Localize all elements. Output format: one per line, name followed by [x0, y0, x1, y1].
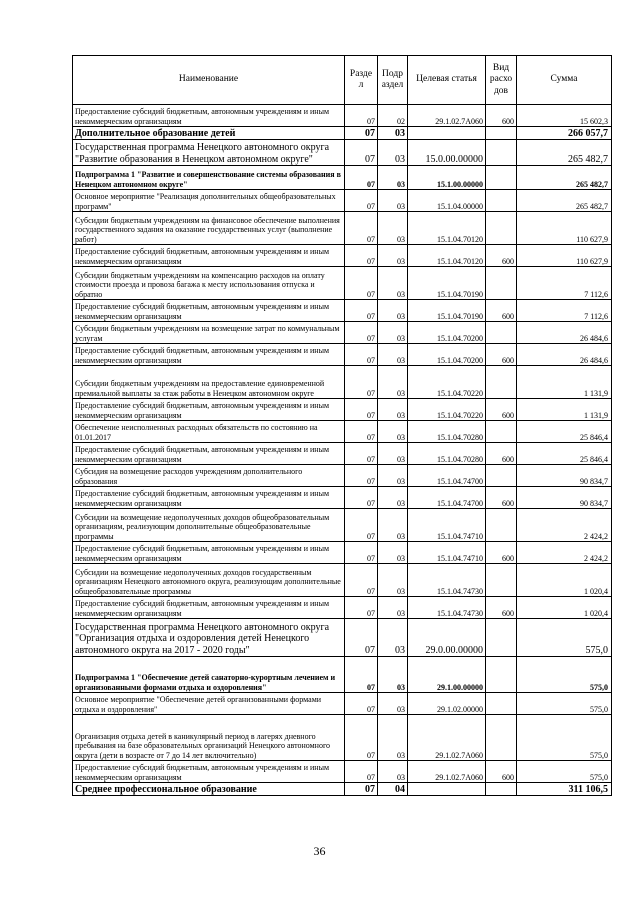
row-target-cell: 29.1.00.00000	[408, 657, 486, 693]
row-subsection-cell: 03	[378, 597, 408, 619]
row-amount-cell: 15 602,3	[517, 105, 612, 127]
row-type-cell	[486, 619, 517, 657]
table-header-row	[73, 56, 612, 105]
row-section-cell: 07	[345, 619, 378, 657]
table-row	[73, 761, 612, 783]
row-amount-cell: 575,0	[517, 619, 612, 657]
row-type-cell: 600	[486, 300, 517, 322]
row-section-cell: 07	[345, 443, 378, 465]
row-name-cell: Государственная программа Ненецкого автономного округа "Организация отдыха и оздоровления детей Ненецкого автономного округа на 2017 - 2020 годы"	[73, 619, 345, 657]
row-subsection-cell: 03	[378, 140, 408, 166]
row-section-cell: 07	[345, 487, 378, 509]
row-type-cell	[486, 693, 517, 715]
row-amount-cell: 110 627,9	[517, 245, 612, 267]
table-row	[73, 443, 612, 465]
header-amount: Сумма	[517, 56, 612, 105]
row-name-cell: Организация отдыха детей в каникулярный период в лагерях дневного пребывания на базе образовательных организаций Ненецкого автономного округа (дети в возрасте от 7 до 14 лет включительно)	[73, 715, 345, 761]
row-subsection-cell: 03	[378, 399, 408, 421]
row-amount-cell: 2 424,2	[517, 509, 612, 542]
budget-table	[72, 55, 612, 796]
table-row	[73, 783, 612, 796]
row-type-cell: 600	[486, 487, 517, 509]
row-target-cell: 15.1.04.70220	[408, 399, 486, 421]
row-section-cell: 07	[345, 190, 378, 212]
row-target-cell: 15.1.04.74700	[408, 465, 486, 487]
row-amount-cell: 575,0	[517, 693, 612, 715]
row-amount-cell: 26 484,6	[517, 322, 612, 344]
row-target-cell	[408, 127, 486, 140]
row-section-cell: 07	[345, 140, 378, 166]
row-subsection-cell: 03	[378, 443, 408, 465]
row-type-cell	[486, 657, 517, 693]
row-amount-cell: 575,0	[517, 657, 612, 693]
row-subsection-cell: 03	[378, 127, 408, 140]
row-section-cell: 07	[345, 542, 378, 564]
row-name-cell: Субсидии на возмещение недополученных доходов общеобразовательным организациям, реализующим дополнительные общеобразовательные программы	[73, 509, 345, 542]
row-amount-cell: 1 131,9	[517, 399, 612, 421]
table-row	[73, 657, 612, 693]
row-target-cell: 15.1.04.70280	[408, 421, 486, 443]
row-subsection-cell: 04	[378, 783, 408, 796]
row-target-cell: 29.1.02.00000	[408, 693, 486, 715]
row-target-cell: 15.1.04.70220	[408, 366, 486, 399]
row-type-cell: 600	[486, 597, 517, 619]
row-name-cell: Основное мероприятие "Реализация дополнительных общеобразовательных программ"	[73, 190, 345, 212]
row-target-cell: 29.0.00.00000	[408, 619, 486, 657]
row-type-cell	[486, 212, 517, 245]
table-row	[73, 127, 612, 140]
row-target-cell: 15.1.04.70120	[408, 212, 486, 245]
row-subsection-cell: 03	[378, 619, 408, 657]
row-target-cell: 15.0.00.00000	[408, 140, 486, 166]
row-target-cell: 15.1.04.70200	[408, 322, 486, 344]
row-amount-cell: 265 482,7	[517, 190, 612, 212]
row-amount-cell: 90 834,7	[517, 465, 612, 487]
row-amount-cell: 110 627,9	[517, 212, 612, 245]
table-row	[73, 190, 612, 212]
table-row	[73, 542, 612, 564]
row-section-cell: 07	[345, 761, 378, 783]
row-subsection-cell: 03	[378, 366, 408, 399]
row-subsection-cell: 03	[378, 344, 408, 366]
row-target-cell: 15.1.04.74730	[408, 564, 486, 597]
row-target-cell: 29.1.02.7А060	[408, 105, 486, 127]
row-type-cell	[486, 465, 517, 487]
row-section-cell: 07	[345, 783, 378, 796]
row-target-cell: 15.1.04.74730	[408, 597, 486, 619]
row-amount-cell: 1 020,4	[517, 597, 612, 619]
row-subsection-cell: 03	[378, 693, 408, 715]
row-type-cell	[486, 715, 517, 761]
row-type-cell	[486, 366, 517, 399]
row-subsection-cell: 03	[378, 245, 408, 267]
row-amount-cell: 90 834,7	[517, 487, 612, 509]
row-section-cell: 07	[345, 322, 378, 344]
row-section-cell: 07	[345, 166, 378, 190]
row-type-cell	[486, 166, 517, 190]
table-row	[73, 509, 612, 542]
row-amount-cell: 7 112,6	[517, 267, 612, 300]
row-type-cell	[486, 267, 517, 300]
row-section-cell: 07	[345, 597, 378, 619]
row-amount-cell: 1 020,4	[517, 564, 612, 597]
header-subsection: Подр аздел	[378, 56, 408, 105]
table-body	[73, 105, 612, 796]
row-type-cell: 600	[486, 761, 517, 783]
row-name-cell: Предоставление субсидий бюджетным, автономным учреждениям и иным некоммерческим организациям	[73, 443, 345, 465]
row-name-cell: Предоставление субсидий бюджетным, автономным учреждениям и иным некоммерческим организациям	[73, 399, 345, 421]
row-type-cell: 600	[486, 245, 517, 267]
row-section-cell: 07	[345, 693, 378, 715]
row-section-cell: 07	[345, 300, 378, 322]
row-type-cell: 600	[486, 105, 517, 127]
row-target-cell: 15.1.04.74710	[408, 542, 486, 564]
row-section-cell: 07	[345, 564, 378, 597]
row-subsection-cell: 03	[378, 267, 408, 300]
row-target-cell: 15.1.04.74700	[408, 487, 486, 509]
row-subsection-cell: 03	[378, 322, 408, 344]
table-row	[73, 300, 612, 322]
row-amount-cell: 265 482,7	[517, 166, 612, 190]
row-amount-cell: 2 424,2	[517, 542, 612, 564]
header-name: Наименование	[73, 56, 345, 105]
row-subsection-cell: 03	[378, 761, 408, 783]
row-name-cell: Предоставление субсидий бюджетным, автономным учреждениям и иным некоммерческим организациям	[73, 761, 345, 783]
row-name-cell: Среднее профессиональное образование	[73, 783, 345, 796]
row-amount-cell: 25 846,4	[517, 443, 612, 465]
table-row	[73, 105, 612, 127]
row-type-cell	[486, 421, 517, 443]
row-subsection-cell: 03	[378, 300, 408, 322]
row-name-cell: Субсидии бюджетным учреждениям на финансовое обеспечение выполнения государственного задания на оказание государственных услуг (выполнение работ)	[73, 212, 345, 245]
row-subsection-cell: 03	[378, 715, 408, 761]
table-row	[73, 267, 612, 300]
table-row	[73, 166, 612, 190]
table-row	[73, 564, 612, 597]
row-subsection-cell: 03	[378, 212, 408, 245]
row-section-cell: 07	[345, 245, 378, 267]
header-expense-type: Вид расхо дов	[486, 56, 517, 105]
row-name-cell: Субсидии бюджетным учреждениям на возмещение затрат по коммунальным услугам	[73, 322, 345, 344]
row-name-cell: Обеспечение неисполненных расходных обязательств по состоянию на 01.01.2017	[73, 421, 345, 443]
table-row	[73, 245, 612, 267]
row-section-cell: 07	[345, 657, 378, 693]
row-section-cell: 07	[345, 105, 378, 127]
row-section-cell: 07	[345, 509, 378, 542]
row-type-cell	[486, 190, 517, 212]
row-name-cell: Субсидия на возмещение расходов учреждениям дополнительного образования	[73, 465, 345, 487]
row-name-cell: Предоставление субсидий бюджетным, автономным учреждениям и иным некоммерческим организациям	[73, 487, 345, 509]
table-row	[73, 715, 612, 761]
row-name-cell: Предоставление субсидий бюджетным, автономным учреждениям и иным некоммерческим организациям	[73, 597, 345, 619]
row-subsection-cell: 03	[378, 564, 408, 597]
row-section-cell: 07	[345, 399, 378, 421]
row-subsection-cell: 03	[378, 465, 408, 487]
row-type-cell: 600	[486, 542, 517, 564]
row-name-cell: Предоставление субсидий бюджетным, автономным учреждениям и иным некоммерческим организациям	[73, 344, 345, 366]
row-name-cell: Подпрограмма 1 "Развитие и совершенствование системы образования в Ненецком автономном округе"	[73, 166, 345, 190]
row-type-cell: 600	[486, 443, 517, 465]
row-name-cell: Основное мероприятие "Обеспечение детей организованными формами отдыха и оздоровления"	[73, 693, 345, 715]
row-target-cell: 15.1.04.70120	[408, 245, 486, 267]
row-amount-cell: 265 482,7	[517, 140, 612, 166]
header-target: Целевая статья	[408, 56, 486, 105]
table-row	[73, 212, 612, 245]
table-row	[73, 366, 612, 399]
row-name-cell: Подпрограмма 1 "Обеспечение детей санаторно-курортным лечением и организованными формами отдыха и оздоровления"	[73, 657, 345, 693]
row-name-cell: Предоставление субсидий бюджетным, автономным учреждениям и иным некоммерческим организациям	[73, 542, 345, 564]
row-target-cell: 15.1.04.74710	[408, 509, 486, 542]
row-name-cell: Субсидии на возмещение недополученных доходов государственным организациям Ненецкого автономного округа, реализующим дополнительные общеобразовательные программы	[73, 564, 345, 597]
row-amount-cell: 575,0	[517, 715, 612, 761]
row-section-cell: 07	[345, 465, 378, 487]
row-subsection-cell: 03	[378, 657, 408, 693]
row-target-cell: 15.1.04.00000	[408, 190, 486, 212]
row-name-cell: Предоставление субсидий бюджетным, автономным учреждениям и иным некоммерческим организациям	[73, 245, 345, 267]
row-target-cell: 15.1.00.00000	[408, 166, 486, 190]
row-target-cell: 29.1.02.7А060	[408, 761, 486, 783]
row-amount-cell: 26 484,6	[517, 344, 612, 366]
table-row	[73, 140, 612, 166]
table-row	[73, 619, 612, 657]
table-row	[73, 487, 612, 509]
row-amount-cell: 25 846,4	[517, 421, 612, 443]
row-name-cell: Предоставление субсидий бюджетным, автономным учреждениям и иным некоммерческим организациям	[73, 105, 345, 127]
table-row	[73, 344, 612, 366]
table-row	[73, 597, 612, 619]
row-subsection-cell: 03	[378, 542, 408, 564]
row-subsection-cell: 03	[378, 487, 408, 509]
row-type-cell	[486, 509, 517, 542]
row-amount-cell: 266 057,7	[517, 127, 612, 140]
row-amount-cell: 311 106,5	[517, 783, 612, 796]
row-subsection-cell: 03	[378, 509, 408, 542]
table-row	[73, 399, 612, 421]
row-name-cell: Субсидии бюджетным учреждениям на предоставление единовременной премиальной выплаты за стаж работы в Ненецком автономном округе	[73, 366, 345, 399]
row-type-cell	[486, 140, 517, 166]
row-section-cell: 07	[345, 212, 378, 245]
table-row	[73, 322, 612, 344]
row-section-cell: 07	[345, 267, 378, 300]
row-amount-cell: 7 112,6	[517, 300, 612, 322]
row-target-cell: 15.1.04.70200	[408, 344, 486, 366]
row-section-cell: 07	[345, 421, 378, 443]
row-subsection-cell: 03	[378, 190, 408, 212]
table-row	[73, 693, 612, 715]
page-number: 36	[313, 844, 326, 858]
row-type-cell	[486, 564, 517, 597]
row-type-cell	[486, 322, 517, 344]
row-type-cell: 600	[486, 399, 517, 421]
row-amount-cell: 575,0	[517, 761, 612, 783]
row-section-cell: 07	[345, 344, 378, 366]
row-type-cell: 600	[486, 344, 517, 366]
row-target-cell	[408, 783, 486, 796]
row-target-cell: 15.1.04.70190	[408, 267, 486, 300]
row-subsection-cell: 03	[378, 421, 408, 443]
header-section: Разде л	[345, 56, 378, 105]
row-section-cell: 07	[345, 366, 378, 399]
row-name-cell: Государственная программа Ненецкого автономного округа "Развитие образования в Ненецком автономном округе"	[73, 140, 345, 166]
row-target-cell: 29.1.02.7А060	[408, 715, 486, 761]
row-amount-cell: 1 131,9	[517, 366, 612, 399]
row-subsection-cell: 02	[378, 105, 408, 127]
row-name-cell: Субсидии бюджетным учреждениям на компенсацию расходов на оплату стоимости проезда и провоза багажа к месту использования отпуска и обратно	[73, 267, 345, 300]
table-row	[73, 421, 612, 443]
row-type-cell	[486, 127, 517, 140]
row-name-cell: Предоставление субсидий бюджетным, автономным учреждениям и иным некоммерческим организациям	[73, 300, 345, 322]
row-target-cell: 15.1.04.70190	[408, 300, 486, 322]
row-section-cell: 07	[345, 715, 378, 761]
row-subsection-cell: 03	[378, 166, 408, 190]
row-target-cell: 15.1.04.70280	[408, 443, 486, 465]
row-name-cell: Дополнительное образование детей	[73, 127, 345, 140]
row-type-cell	[486, 783, 517, 796]
table-row	[73, 465, 612, 487]
row-section-cell: 07	[345, 127, 378, 140]
